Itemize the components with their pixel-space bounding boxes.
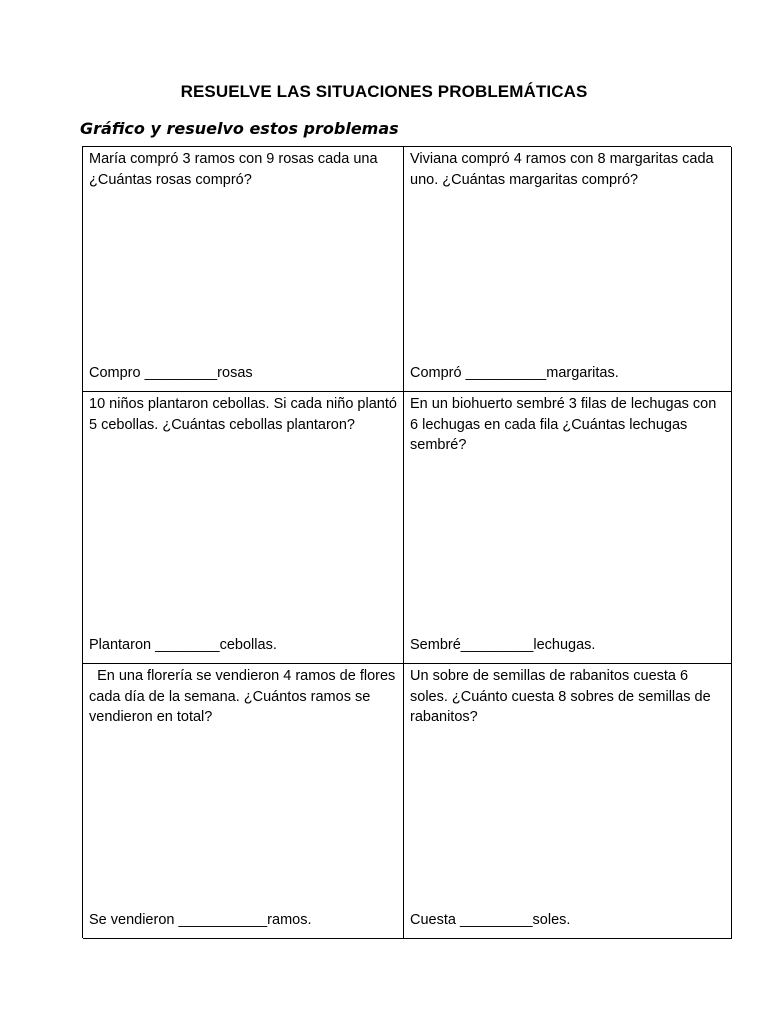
problem-answer: Sembré_________lechugas. bbox=[410, 636, 596, 653]
page-title: RESUELVE LAS SITUACIONES PROBLEMÁTICAS bbox=[180, 82, 588, 101]
problem-answer: Compro _________rosas bbox=[89, 364, 253, 381]
problem-question: 10 niños plantaron cebollas. Si cada niño plantó 5 cebollas. ¿Cuántas cebollas plantaron? bbox=[89, 396, 397, 433]
problem-cell bbox=[404, 392, 732, 664]
problem-cell bbox=[404, 147, 732, 392]
problem-question: En una florería se vendieron 4 ramos de flores cada día de la semana. ¿Cuántos ramos se vendieron en total? bbox=[89, 668, 400, 725]
problem-cell bbox=[83, 392, 404, 664]
problem-question: Viviana compró 4 ramos con 8 margaritas cada uno. ¿Cuántas margaritas compró? bbox=[410, 151, 714, 188]
problems-table bbox=[82, 146, 731, 938]
page-subtitle: Gráfico y resuelvo estos problemas bbox=[80, 119, 399, 138]
problem-cell bbox=[83, 147, 404, 392]
problem-question: María compró 3 ramos con 9 rosas cada una ¿Cuántas rosas compró? bbox=[89, 151, 378, 188]
problem-answer: Compró __________margaritas. bbox=[410, 364, 619, 381]
problem-cell bbox=[404, 664, 732, 939]
problem-question: En un biohuerto sembré 3 filas de lechugas con 6 lechugas en cada fila ¿Cuántas lechugas sembré? bbox=[410, 396, 717, 453]
problem-answer: Se vendieron ___________ramos. bbox=[89, 911, 312, 928]
problem-answer: Plantaron ________cebollas. bbox=[89, 636, 277, 653]
problem-question: Un sobre de semillas de rabanitos cuesta 6 soles. ¿Cuánto cuesta 8 sobres de semillas de rabanitos? bbox=[410, 668, 711, 725]
problem-cell bbox=[83, 664, 404, 939]
problem-answer: Cuesta _________soles. bbox=[410, 911, 571, 928]
